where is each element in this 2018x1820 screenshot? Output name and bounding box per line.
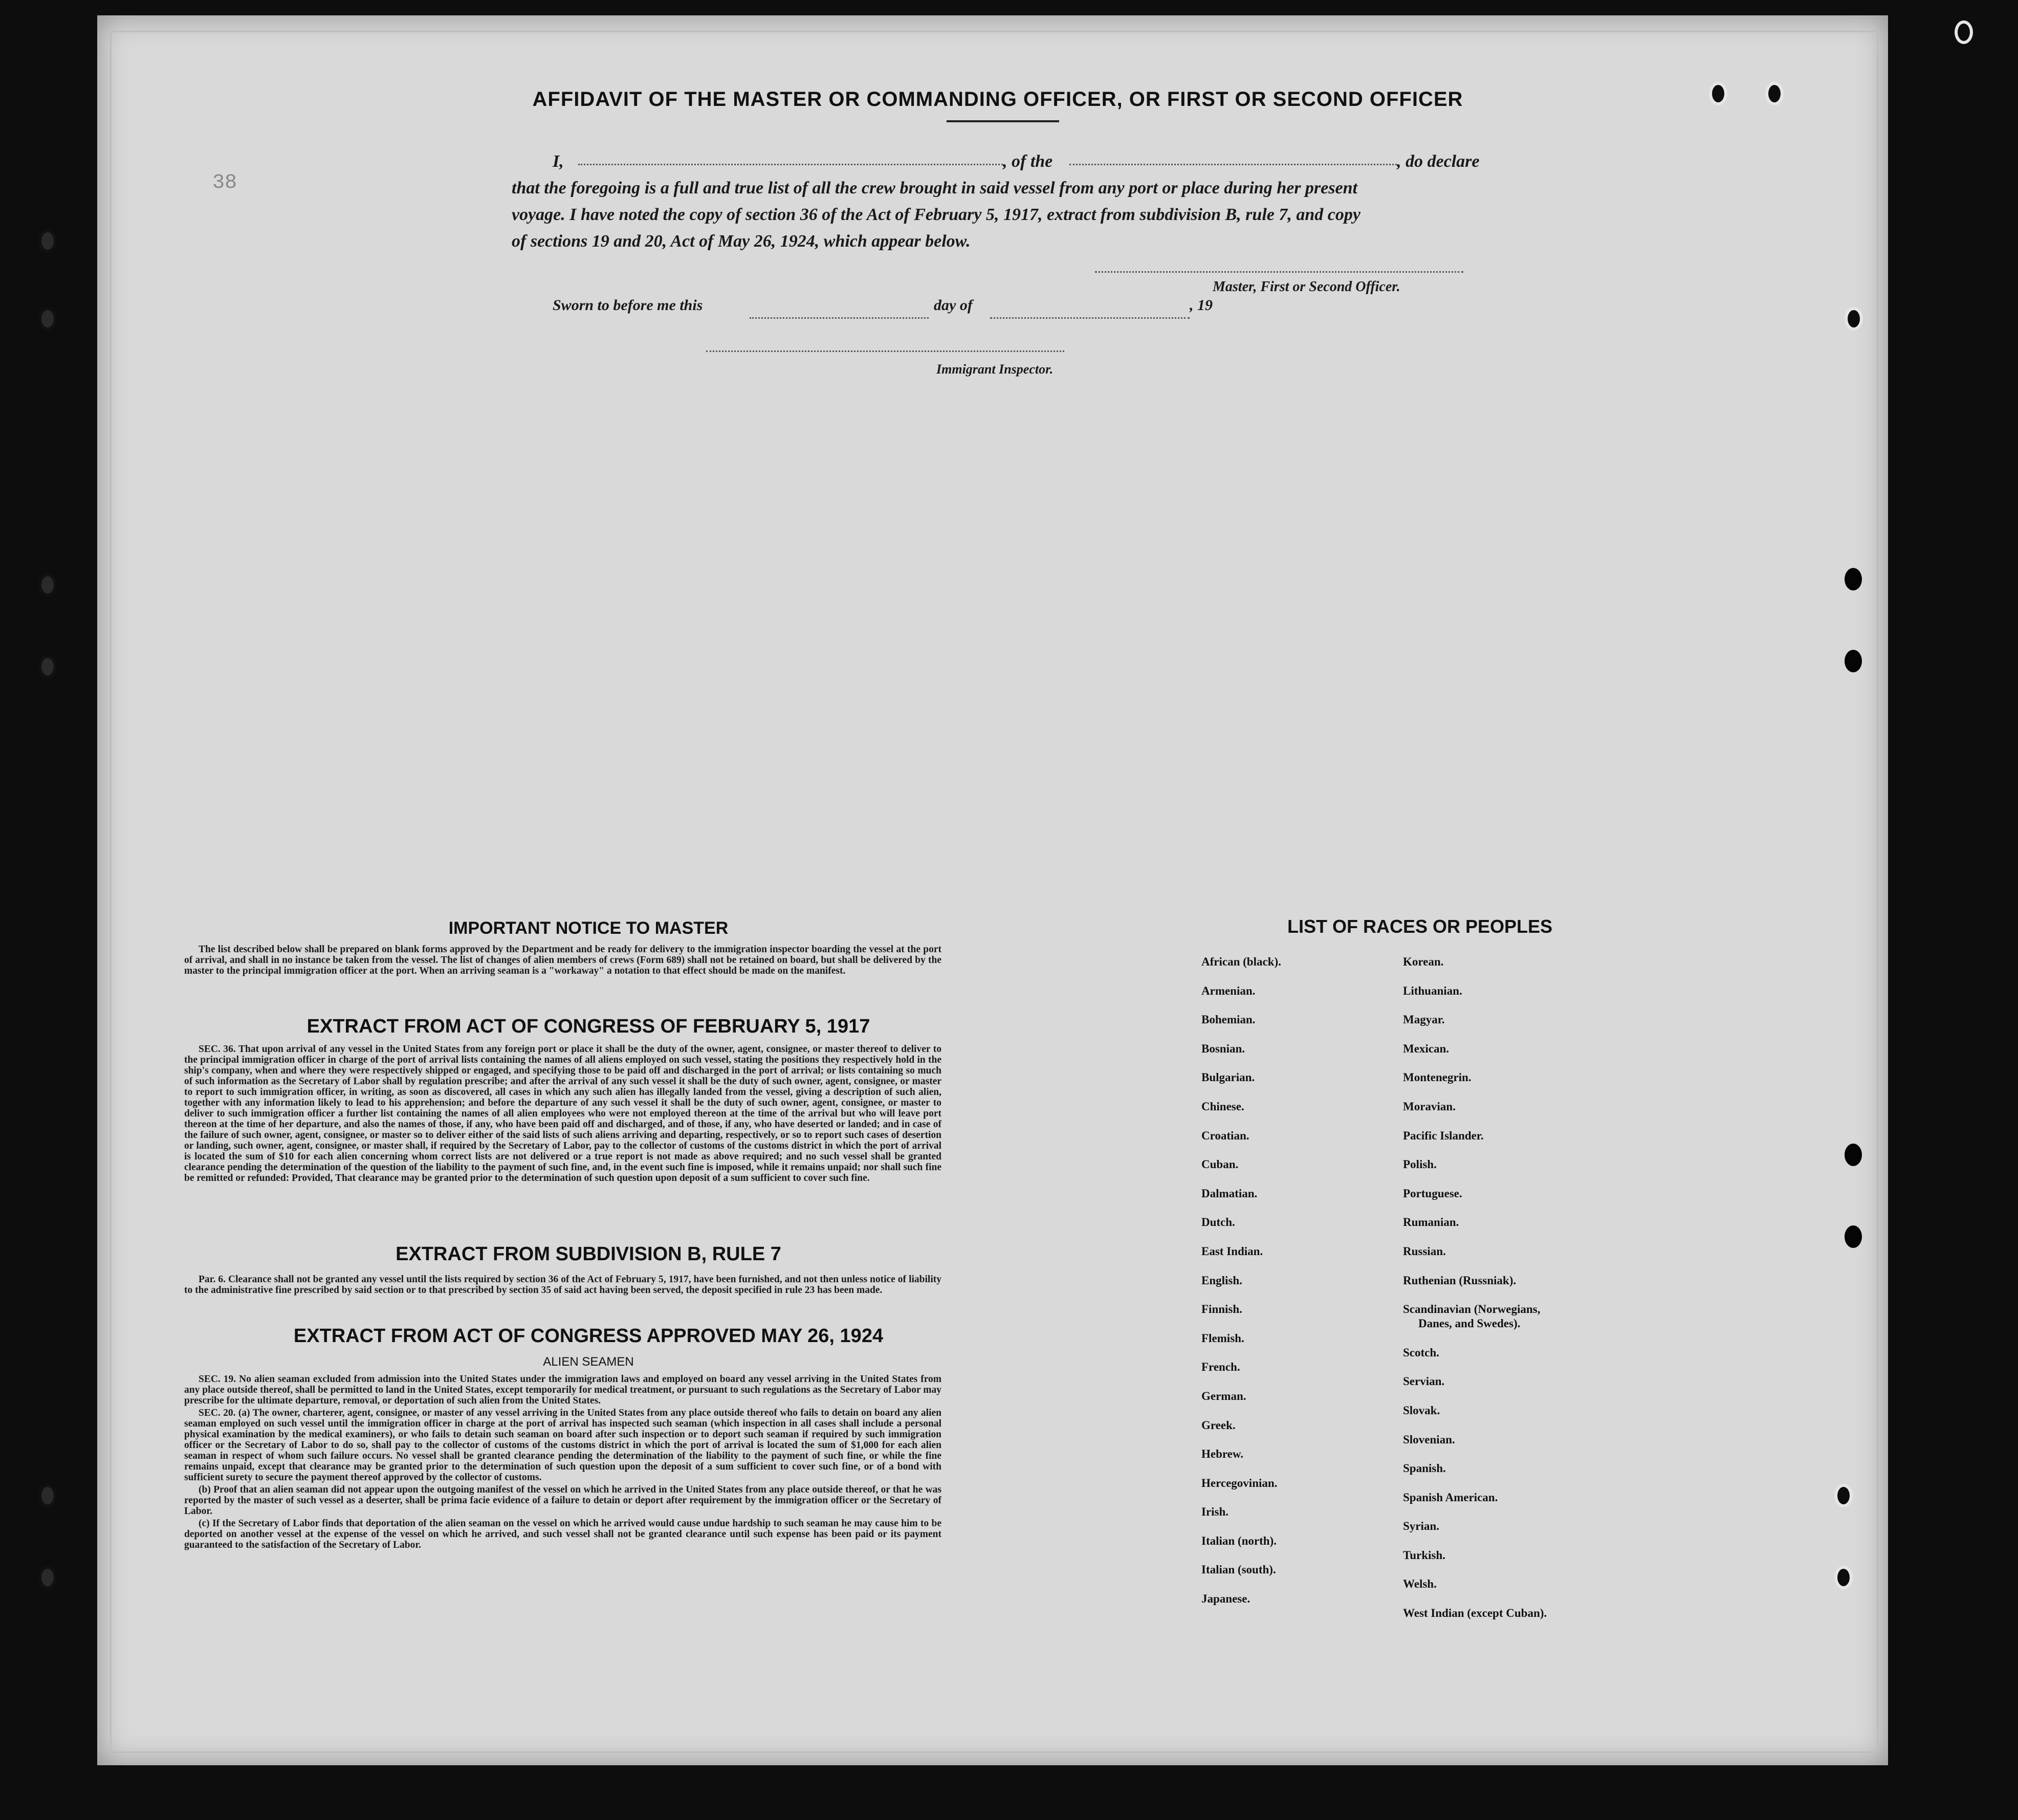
race-item: Korean. (1403, 955, 1444, 968)
section-36-paragraph: SEC. 36. That upon arrival of any vessel in the United States from any foreign port or place it shall be the duty of the owner, agent, consignee, or master thereof to deliver to the principal immigration officer in charge of the port of arrival lists containing the names of all aliens employed on such vessel, stating the positions they respectively hold in the ship's company, when and where they were respectively shipped or engaged, and specifying those to be paid off and discharged in the port of arrival; or lists containing so much of such information as the Secretary of Labor shall by regulation prescribe; and after the arrival of any such vessel it shall be the duty of such owner, agent, consignee, or master to report to such immigration officer, in writing, as soon as discovered, all cases in which any such alien has illegally landed from the vessel, giving a description of such alien, together with any information likely to lead to his apprehension; and before the departure of any such vessel it shall be the duty of such owner, agent, consignee, or master to deliver to such immigration officer a further list containing the names of all alien employees who were not employed thereon at the time of the arrival but who will leave port thereon at the time of her departure, and also the names of those, if any, who have been paid off and discharged, and of those, if any, who have deserted or landed; and in case of the failure of such owner, agent, consignee, or master so to deliver either of the said lists of such aliens arriving and departing, respectively, or so to report such cases of desertion or landing, such owner, agent, consignee, or master shall, if required by the Secretary of Labor, pay to the collector of customs of the customs district in which the port of arrival is located the sum of $10 for each alien concerning whom correct lists are not delivered or a true report is not made as above required; and no such vessel shall be granted clearance pending the determination of the question of the liability to the payment of such fine, and, in the event such fine is imposed, while it remains unpaid; nor shall such fine be remitted or refunded: Provided, That clearance may be granted prior to the determination of such question upon deposit of a sum sufficient to cover such fine. (184, 1044, 941, 1183)
race-item: West Indian (except Cuban). (1403, 1607, 1547, 1620)
punch-hole (1765, 82, 1784, 105)
affidavit-declare: , do declare (1397, 152, 1480, 171)
race-item: Spanish. (1403, 1462, 1446, 1475)
notice-title: IMPORTANT NOTICE TO MASTER (448, 918, 729, 938)
race-item: Ruthenian (Russniak). (1403, 1274, 1517, 1287)
race-item: Syrian. (1403, 1520, 1439, 1533)
affidavit-text (512, 148, 1504, 255)
race-item: German. (1201, 1389, 1246, 1402)
extract-1924-text (184, 1374, 941, 1552)
race-item: Croatian. (1201, 1129, 1249, 1142)
races-left-column (1201, 954, 1281, 1620)
punch-hole (1845, 650, 1862, 672)
page-title: AFFIDAVIT OF THE MASTER OR COMMANDING OFFICER, OR FIRST OR SECOND OFFICER (532, 88, 1463, 111)
race-item: Greek. (1201, 1418, 1236, 1432)
race-item: Polish. (1403, 1158, 1437, 1171)
name-blank[interactable] (578, 148, 1003, 165)
rule-7-text (184, 1274, 941, 1297)
section-20a-paragraph: SEC. 20. (a) The owner, charterer, agent, consignee, or master of any vessel arriving in the United States from any place outside thereof who fails to detain on board any alien seaman employed on such vessel until the immigration officer in charge at the port of arrival has inspected such seaman (which inspection in all cases shall include a personal physical examination by the medical examiners), or who fails to detain such seaman on board after such inspection or to deport such seaman if required by such immigration officer or the Secretary of Labor to do so, shall pay to the collector of customs of the customs district in which the port of arrival is located the sum of $1,000 for each alien seaman in respect of whom such failure occurs. No vessel shall be granted clearance pending the determination of the liability to the payment of such fine, or while the fine remains unpaid, except that clearance may be granted prior to the determination of such question upon the deposit of a sum sufficient to cover such fine, or of a bond with sufficient surety to secure the payment thereof approved by the collector of customs. (184, 1408, 941, 1483)
race-item: Slovak. (1403, 1404, 1440, 1417)
punch-hole (1845, 1144, 1862, 1166)
race-item: Japanese. (1201, 1592, 1251, 1606)
rule-7-paragraph: Par. 6. Clearance shall not be granted any vessel until the lists required by section 36 of the Act of February 5, 1917, have been furnished, and not then unless notice of liability to the administrative fine prescribed by said section or to that prescribed by section 35 of said act having been served, the deposit specified in rule 23 has been made. (184, 1274, 941, 1296)
master-signature-line[interactable] (1095, 261, 1463, 273)
race-item: Bohemian. (1201, 1013, 1256, 1026)
race-item: Chinese. (1201, 1100, 1244, 1113)
notice-paragraph: The list described below shall be prepared on blank forms approved by the Department and be ready for delivery to the immigration inspector boarding the vessel at the port of arrival, and shall in no instance be taken from the vessel. The list of changes of alien members of crews (Form 689) shall not be retained on board, but shall be delivered by the master to the principal immigration officer at the port. When an arriving seaman is a "workaway" a notation to that effect should be made on the manifest. (184, 944, 941, 976)
punch-hole (1845, 568, 1862, 590)
race-item: Armenian. (1201, 984, 1256, 997)
inspector-signature-line[interactable] (706, 340, 1064, 352)
month-blank[interactable] (990, 302, 1190, 319)
race-item: Italian (north). (1201, 1534, 1277, 1547)
punch-hole (38, 229, 57, 253)
extract-1917-text (184, 1044, 941, 1185)
extract-1924-title: EXTRACT FROM ACT OF CONGRESS APPROVED MAY 26, 1924 (293, 1325, 884, 1347)
race-item: Hebrew. (1201, 1448, 1243, 1461)
section-20b-paragraph: (b) Proof that an alien seaman did not appear upon the outgoing manifest of the vessel on which he arrived in the United States from any place outside thereof, or that he was reported by the master of such vessel as a deserter, shall be prima facie evidence of a failure to detain or deport after requirement by the immigration officer or the Secretary of Labor. (184, 1484, 941, 1517)
punch-hole (38, 307, 57, 331)
race-item: Scotch. (1403, 1346, 1439, 1359)
race-item: Bosnian. (1201, 1042, 1245, 1055)
notice-text (184, 944, 941, 978)
race-item: Magyar. (1403, 1013, 1445, 1026)
race-item: Lithuanian. (1403, 984, 1462, 997)
race-item: Bulgarian. (1201, 1071, 1255, 1084)
race-item: Portuguese. (1403, 1187, 1462, 1200)
race-item: Danes, and Swedes). (1418, 1317, 1521, 1330)
section-19-paragraph: SEC. 19. No alien seaman excluded from admission into the United States under the immigration laws and employed on board any vessel arriving in the United States from any place outside thereof, shall be permitted to land in the United States, except temporarily for medical treatment, or pursuant to such regulations as the Secretary of Labor may prescribe for the ultimate departure, removal, or deportation of such alien from the United States. (184, 1374, 941, 1406)
race-item: Slovenian. (1403, 1433, 1455, 1446)
day-label: day of (934, 297, 973, 314)
punch-hole (1834, 1484, 1853, 1507)
race-item: Cuban. (1201, 1158, 1239, 1171)
race-item: French. (1201, 1361, 1240, 1374)
race-item: Montenegrin. (1403, 1071, 1472, 1084)
race-item: Dalmatian. (1201, 1187, 1258, 1200)
race-item: Italian (south). (1201, 1563, 1276, 1576)
punch-hole (1845, 307, 1863, 331)
punch-hole (38, 1566, 57, 1589)
races-right-column (1403, 954, 1547, 1635)
punch-hole (38, 655, 57, 678)
section-20c-paragraph: (c) If the Secretary of Labor finds that deportation of the alien seaman on the vessel on which he arrived would cause undue hardship to such seaman he may cause him to be deported on another vessel at the expense of the vessel on which he arrived, and such vessel shall not be granted clearance until such expense has been paid or its payment guaranteed to the satisfaction of the Secretary of Labor. (184, 1518, 941, 1550)
race-item: African (black). (1201, 955, 1281, 968)
race-item: Hercegovinian. (1201, 1476, 1278, 1489)
affidavit-line-2: that the foregoing is a full and true list of all the crew brought in said vessel from any port or place during her present (512, 179, 1357, 198)
race-item: Spanish American. (1403, 1490, 1498, 1504)
race-item: Russian. (1403, 1244, 1446, 1258)
race-item: Dutch. (1201, 1216, 1235, 1229)
race-item: Flemish. (1201, 1331, 1244, 1345)
master-label: Master, First or Second Officer. (1213, 279, 1400, 295)
affidavit-of-the: , of the (1003, 152, 1053, 171)
affidavit-line-3: voyage. I have noted the copy of section 36 of the Act of February 5, 1917, extract from subdivision B, rule 7, and copy (512, 205, 1361, 224)
inspector-label: Immigrant Inspector. (936, 362, 1054, 377)
race-item: Pacific Islander. (1403, 1129, 1484, 1142)
vessel-blank[interactable] (1069, 148, 1397, 165)
sworn-date-blank[interactable] (750, 302, 929, 319)
page-number: 38 (212, 171, 237, 194)
punch-hole (1955, 20, 1973, 44)
race-item: Welsh. (1403, 1577, 1437, 1591)
sworn-label: Sworn to before me this (553, 297, 703, 314)
year-label: , 19 (1190, 297, 1213, 314)
punch-hole (38, 1484, 57, 1507)
race-item: Scandinavian (Norwegians, (1403, 1303, 1541, 1316)
race-item: Servian. (1403, 1375, 1445, 1388)
race-item: Mexican. (1403, 1042, 1450, 1055)
race-item: Moravian. (1403, 1100, 1456, 1113)
race-item: English. (1201, 1274, 1242, 1287)
punch-hole (1709, 82, 1727, 105)
punch-hole (1834, 1566, 1853, 1589)
race-item: Irish. (1201, 1505, 1229, 1519)
rule-7-title: EXTRACT FROM SUBDIVISION B, RULE 7 (396, 1243, 781, 1265)
punch-hole (38, 573, 57, 597)
title-underline (947, 120, 1059, 122)
extract-1917-title: EXTRACT FROM ACT OF CONGRESS OF FEBRUARY 5, 1917 (306, 1016, 870, 1037)
race-item: Turkish. (1403, 1548, 1445, 1562)
race-item: East Indian. (1201, 1244, 1263, 1258)
alien-seamen-subtitle: ALIEN SEAMEN (543, 1355, 634, 1369)
affidavit-i: I, (553, 152, 564, 171)
race-item: Finnish. (1201, 1303, 1242, 1316)
race-item: Rumanian. (1403, 1216, 1459, 1229)
punch-hole (1845, 1225, 1862, 1248)
affidavit-line-4: of sections 19 and 20, Act of May 26, 1924, which appear below. (512, 232, 971, 251)
races-title: LIST OF RACES OR PEOPLES (1287, 916, 1553, 937)
